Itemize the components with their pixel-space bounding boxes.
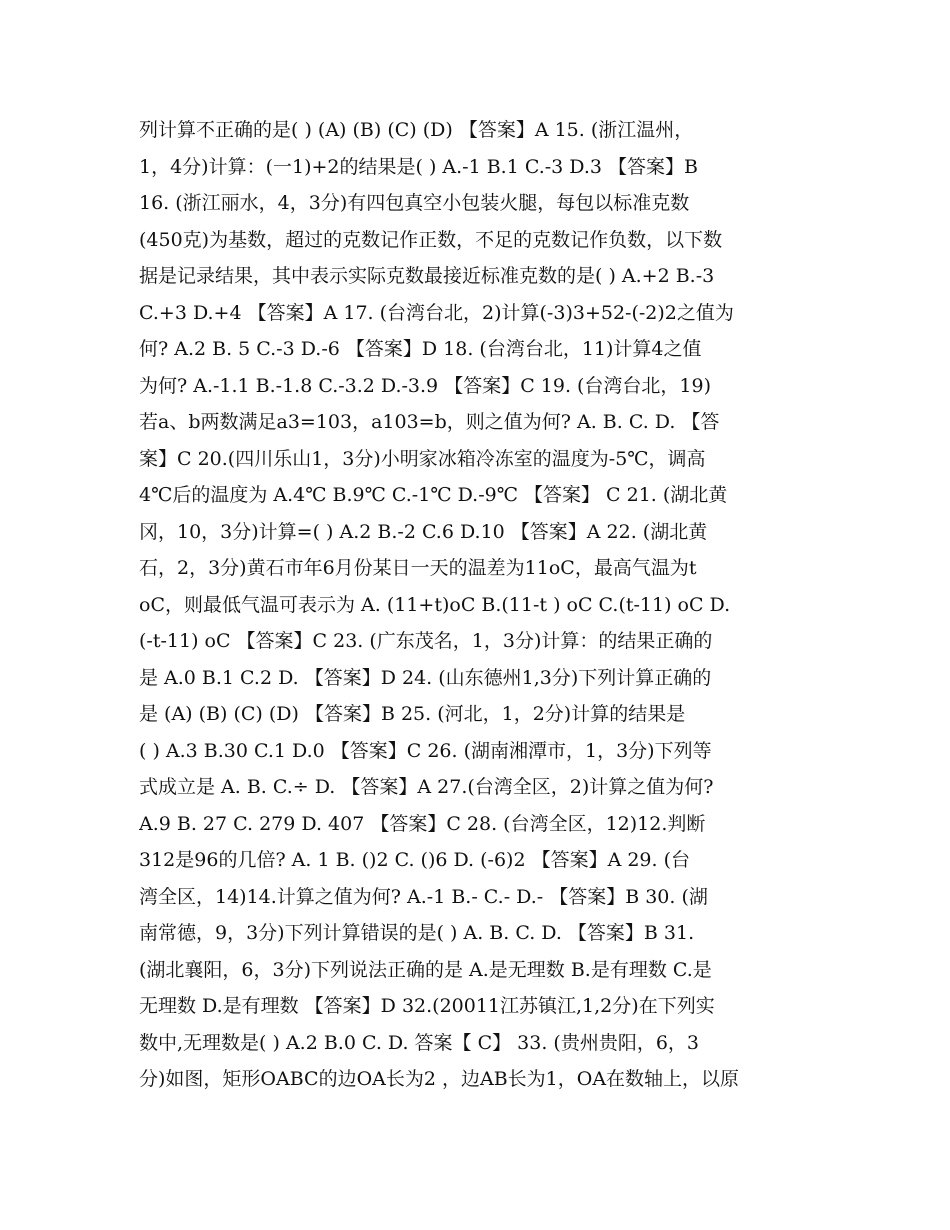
text-line: 16. (浙江丽水，4，3分)有四包真空小包装火腿，每包以标准克数 bbox=[139, 192, 690, 214]
question-text-block bbox=[139, 112, 829, 1098]
text-line: 南常德，9，3分)下列计算错误的是( ) A. B. C. D. 【答案】B 31. bbox=[139, 922, 695, 944]
text-line: 石，2，3分)黄石市年6月份某日一天的温差为11oC，最高气温为t bbox=[139, 557, 697, 579]
text-line: 是 (A) (B) (C) (D) 【答案】B 25. (河北，1，2分)计算的结果是 bbox=[139, 703, 686, 725]
text-line: ( ) A.3 B.30 C.1 D.0 【答案】C 26. (湖南湘潭市，1，3分)下列等 bbox=[139, 739, 712, 762]
text-line: 4℃后的温度为 A.4℃ B.9℃ C.-1℃ D.-9℃ 【答案】 C 21. (湖北黄 bbox=[139, 484, 728, 506]
text-line: C.+3 D.+4 【答案】A 17. (台湾台北，2)计算(-3)3+52-(-2)2之值为 bbox=[139, 301, 734, 324]
text-line: (湖北襄阳，6，3分)下列说法正确的是 A.是无理数 B.是有理数 C.是 bbox=[139, 958, 712, 981]
text-line: 案】C 20.(四川乐山1，3分)小明家冰箱冷冻室的温度为-5℃，调高 bbox=[139, 447, 706, 470]
text-line: 湾全区，14)14.计算之值为何? A.-1 B.- C.- D.- 【答案】B 30. (湖 bbox=[139, 885, 708, 908]
text-line: 若a、b两数满足a3=103，a103=b，则之值为何? A. B. C. D. 【答 bbox=[139, 411, 720, 433]
text-line: (-t-11) oC 【答案】C 23. (广东茂名，1，3分)计算：的结果正确的 bbox=[139, 630, 713, 652]
text-line: 列计算不正确的是( ) (A) (B) (C) (D) 【答案】A 15. (浙江温州， bbox=[139, 119, 694, 141]
text-line: A.9 B. 27 C. 279 D. 407 【答案】C 28. (台湾全区，12)12.判断 bbox=[139, 812, 706, 835]
text-line: 无理数 D.是有理数 【答案】D 32.(20011江苏镇江,1,2分)在下列实 bbox=[139, 995, 715, 1017]
text-line: 1，4分)计算：(一1)+2的结果是( ) A.-1 B.1 C.-3 D.3 【答案】B bbox=[139, 155, 698, 178]
text-line: 据是记录结果，其中表示实际克数最接近标准克数的是( ) A.+2 B.-3 bbox=[139, 265, 715, 287]
text-line: (450克)为基数，超过的克数记作正数，不足的克数记作负数，以下数 bbox=[139, 228, 723, 251]
text-line: 式成立是 A. B. C.÷ D. 【答案】A 27.(台湾全区，2)计算之值为何? bbox=[139, 776, 714, 798]
text-line: 何? A.2 B. 5 C.-3 D.-6 【答案】D 18. (台湾台北，11)计算4之值 bbox=[139, 338, 702, 360]
text-line: 312是96的几倍? A. 1 B. ()2 C. ()6 D. (-6)2 【答案】A 29. (台 bbox=[139, 849, 691, 871]
text-line: 数中,无理数是( ) A.2 B.0 C. D. 答案【 C】 33. (贵州贵阳，6，3 bbox=[139, 1031, 699, 1054]
text-line: 是 A.0 B.1 C.2 D. 【答案】D 24. (山东德州1,3分)下列计算正确的 bbox=[139, 666, 712, 689]
text-line: 为何? A.-1.1 B.-1.8 C.-3.2 D.-3.9 【答案】C 19. (台湾台北，19) bbox=[139, 374, 712, 397]
text-line: 冈，10，3分)计算=( ) A.2 B.-2 C.6 D.10 【答案】A 22. (湖北黄 bbox=[139, 520, 708, 543]
text-line: oC，则最低气温可表示为 A. (11+t)oC B.(11-t ) oC C.(t-11) oC D. bbox=[139, 593, 731, 616]
text-line: 分)如图，矩形OABC的边OA长为2 ，边AB长为1，OA在数轴上，以原 bbox=[139, 1068, 740, 1090]
